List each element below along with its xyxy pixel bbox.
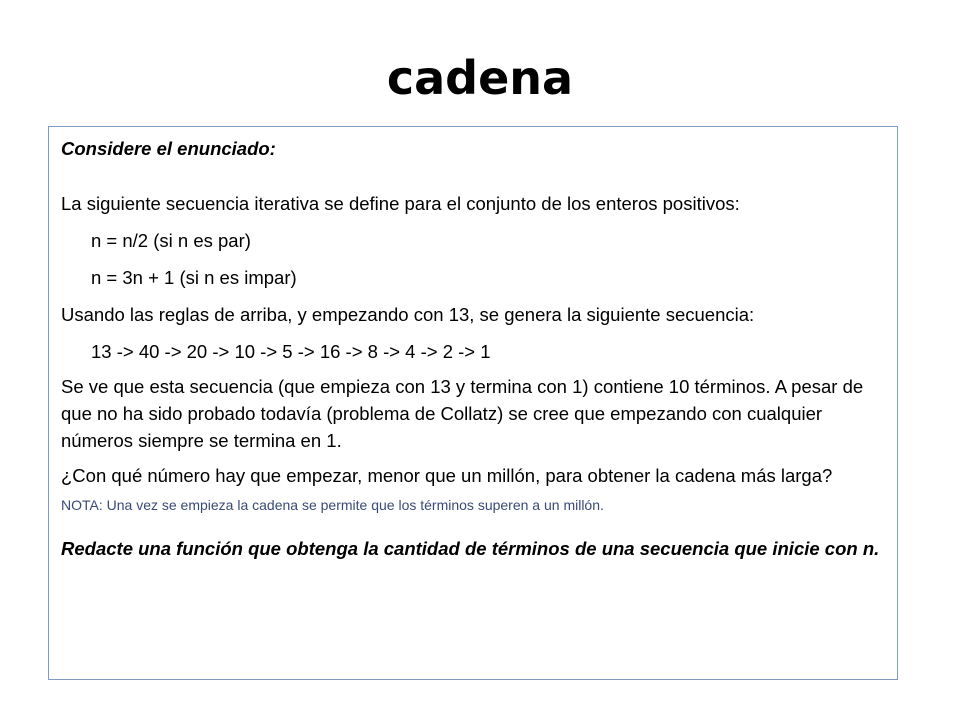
slide-title: cadena bbox=[386, 51, 574, 105]
usage-text: Usando las reglas de arriba, y empezando con 13, se genera la siguiente secuencia: bbox=[61, 304, 755, 325]
intro-heading: Considere el enunciado: bbox=[61, 138, 276, 159]
task-text: Redacte una función que obtenga la cantidad de términos de una secuencia que inicie con n. bbox=[61, 538, 880, 559]
question-text: ¿Con qué número hay que empezar, menor que un millón, para obtener la cadena más larga? bbox=[61, 465, 833, 486]
rule-odd: n = 3n + 1 (si n es impar) bbox=[91, 267, 297, 288]
content-box bbox=[48, 126, 898, 680]
note-text: NOTA: Una vez se empieza la cadena se permite que los términos superen a un millón. bbox=[61, 497, 604, 513]
example-sequence: 13 -> 40 -> 20 -> 10 -> 5 -> 16 -> 8 -> 4 -> 2 -> 1 bbox=[91, 341, 491, 362]
explanation-text: Se ve que esta secuencia (que empieza con 13 y termina con 1) contiene 10 términos. A pesar de que no ha sido probado todavía (problema de Collatz) se cree que empezando con cualquier números siempre se termina en 1. bbox=[61, 376, 864, 451]
rule-even: n = n/2 (si n es par) bbox=[91, 230, 251, 251]
definition-text: La siguiente secuencia iterativa se define para el conjunto de los enteros positivos: bbox=[61, 193, 740, 214]
